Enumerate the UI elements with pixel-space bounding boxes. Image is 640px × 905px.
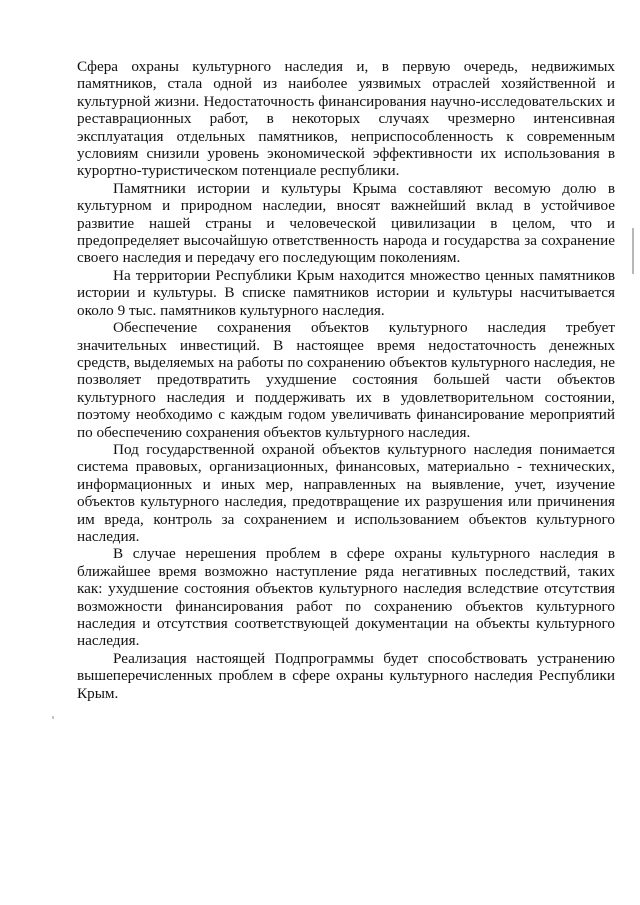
scan-edge-mark [632,228,634,274]
paragraph-state-protection: Под государственной охраной объектов культурного наследия понимается система правовых, организационных, финансовых, материально - технических, информационных и иных мер, направленных на выявление, учет, изучение объектов культурного наследия, предотвращение их разрушения или причинения им вреда, контроль за сохранением и использованием объектов культурного наследия. [77,440,615,545]
scan-speck [52,716,54,719]
document-body [77,58,615,702]
paragraph-monument-count: На территории Республики Крым находится множество ценных памятников истории и культуры. В списке памятников истории и культуры насчитывается около 9 тыс. памятников культурного наследия. [77,266,615,319]
paragraph-investment-needs: Обеспечение сохранения объектов культурного наследия требует значительных инвестиций. В настоящее время недостаточность денежных средств, выделяемых на работы по сохранению объектов культурного наследия, не позволяет предотвратить ухудшение состояния большей части объектов культурного наследия и поддерживать их в удовлетворительном состоянии, поэтому необходимо с каждым годом увеличивать финансирование мероприятий по обеспечению сохранения объектов культурного наследия. [77,319,615,441]
paragraph-heritage-sphere: Сфера охраны культурного наследия и, в первую очередь, недвижимых памятников, стала одной из наиболее уязвимых отраслей хозяйственной и культурной жизни. Недостаточность финансирования научно-исследовательских и реставрационных работ, в некоторых случаях чрезмерно интенсивная эксплуатация отдельных памятников, неприспособленность к современным условиям снизили уровень экономической эффективности их использования в курортно-туристическом потенциале республики. [77,58,615,180]
paragraph-negative-consequences: В случае нерешения проблем в сфере охраны культурного наследия в ближайшее время возможно наступление ряда негативных последствий, таких как: ухудшение состояния объектов культурного наследия вследствие отсутствия возможности финансирования работ по сохранению объектов культурного наследия и отсутствия соответствующей документации на объекты культурного наследия. [77,545,615,650]
paragraph-crimea-monuments: Памятники истории и культуры Крыма составляют весомую долю в культурном и природном наследии, вносят важнейший вклад в устойчивое развитие нашей страны и человеческой цивилизации в целом, что и предопределяет высочайшую ответственность народа и государства за сохранение своего наследия и передачу его последующим поколениям. [77,179,615,267]
paragraph-subprogram-goal: Реализация настоящей Подпрограммы будет способствовать устранению вышеперечисленных проблем в сфере охраны культурного наследия Республики Крым. [77,649,615,702]
